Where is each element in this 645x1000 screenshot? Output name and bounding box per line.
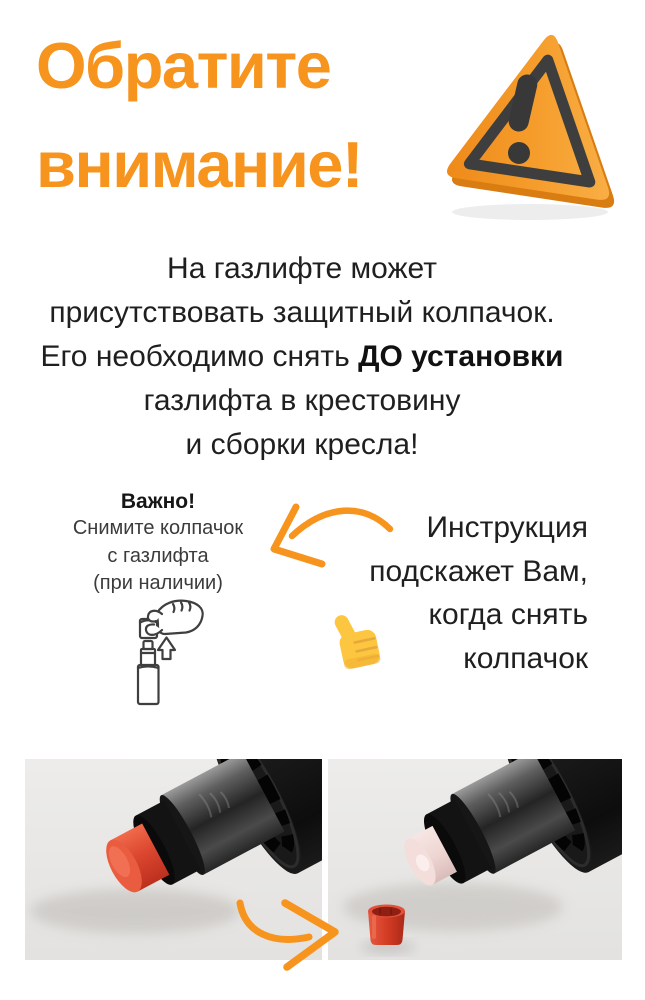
important-note-line-2: с газлифта	[107, 544, 209, 567]
picto-cylinder-body	[138, 665, 159, 704]
instruction-line-3: когда снять	[428, 598, 588, 631]
warning-triangle-icon	[425, 12, 635, 222]
instruction-line-4: колпачок	[463, 641, 588, 675]
notice-line-3-bold: ДО установки	[358, 340, 564, 373]
notice-line-1: На газлифте может	[167, 252, 437, 285]
notice-line-3	[0, 335, 604, 379]
notice-line-3-normal: Его необходимо снять	[40, 340, 359, 373]
photo-after-cap-off	[328, 759, 622, 960]
picto-hand	[157, 601, 203, 634]
notice-line-4: газлифта в крестовину	[143, 384, 461, 417]
exclamation-dot	[508, 142, 530, 164]
notice-line-5: и сборки кресла!	[185, 428, 419, 461]
page-title-line-2: внимание!	[36, 128, 363, 201]
remove-cap-pictogram-icon	[118, 596, 218, 714]
picto-up-arrow	[158, 638, 175, 660]
important-note	[38, 489, 278, 598]
notice-text	[0, 247, 604, 467]
instruction-line-2: подскажет Вам,	[369, 554, 588, 588]
page-title-line-1: Обратите	[36, 29, 331, 102]
thumbs-up-icon	[324, 602, 390, 676]
important-note-line-3: (при наличии)	[93, 572, 223, 594]
picto-piston	[141, 649, 155, 665]
curved-arrow-right-icon	[225, 885, 345, 977]
important-note-line-1: Снимите колпачок	[72, 517, 244, 539]
picto-valve-knob	[144, 641, 153, 649]
page-title	[36, 16, 362, 214]
instruction-line-1: Инструкция	[426, 511, 588, 544]
notice-line-2: присутствовать защитный колпачок.	[49, 296, 555, 329]
important-note-title: Важно!	[120, 490, 196, 513]
